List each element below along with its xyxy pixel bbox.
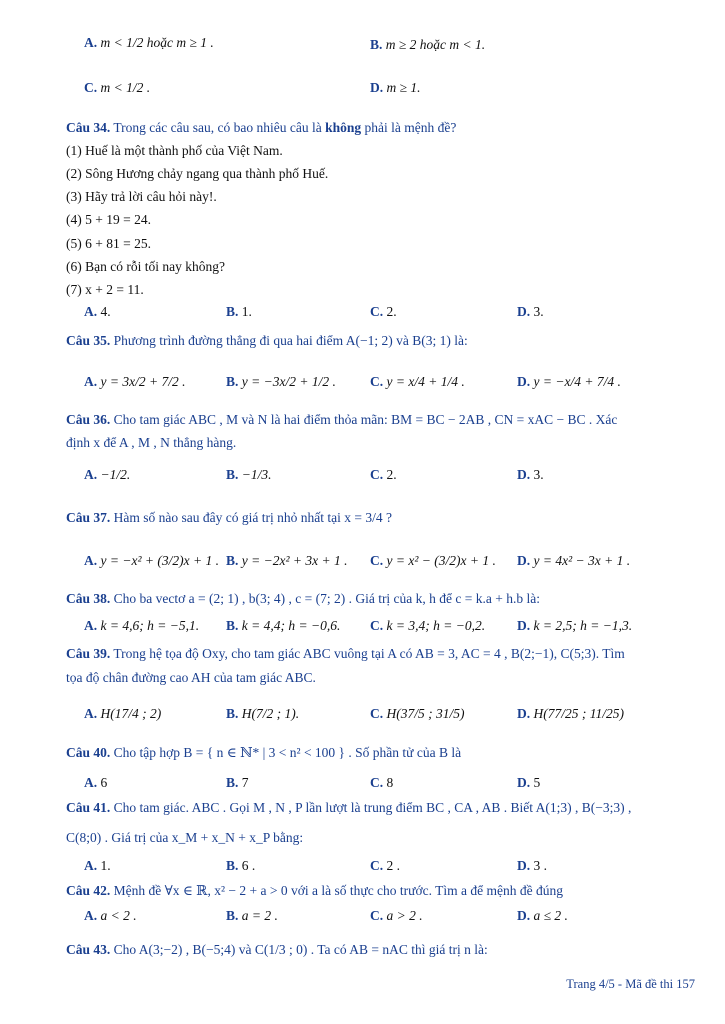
q34-option-b: B. 1. bbox=[226, 304, 252, 319]
q41-option-a: A. 1. bbox=[84, 858, 111, 873]
q42-option-a: A. a < 2 . bbox=[84, 908, 137, 923]
q35-option-d: D. y = −x/4 + 7/4 . bbox=[517, 374, 621, 389]
q38-option-b: B. k = 4,4; h = −0,6. bbox=[226, 618, 341, 633]
q42-stem: Câu 42. Mệnh đề ∀x ∈ ℝ, x² − 2 + a > 0 với a là số thực cho trước. Tìm a để mệnh đề đúng bbox=[66, 883, 563, 898]
q34-item-5: (5) 6 + 81 = 25. bbox=[66, 236, 151, 251]
q41-option-d: D. 3 . bbox=[517, 858, 547, 873]
q39-stem-line1: Câu 39. Trong hệ tọa độ Oxy, cho tam giác ABC vuông tại A có AB = 3, AC = 4 , B(2;−1), C(5;3). Tìm bbox=[66, 646, 625, 661]
q38-option-a: A. k = 4,6; h = −5,1. bbox=[84, 618, 200, 633]
q34-item-2: (2) Sông Hương chảy ngang qua thành phố Huế. bbox=[66, 166, 329, 181]
q40-option-a: A. 6 bbox=[84, 775, 108, 790]
q35-option-b: B. y = −3x/2 + 1/2 . bbox=[226, 374, 336, 389]
q37-option-d: D. y = 4x² − 3x + 1 . bbox=[517, 553, 631, 568]
q39-option-d: D. H(77/25 ; 11/25) bbox=[517, 706, 624, 721]
q33-option-a: A. m < 1/2 hoặc m ≥ 1 . bbox=[84, 35, 214, 50]
q40-option-b: B. 7 bbox=[226, 775, 249, 790]
q33-option-d: D. m ≥ 1. bbox=[370, 80, 421, 95]
q36-option-b: B. −1/3. bbox=[226, 467, 272, 482]
q37-stem: Câu 37. Hàm số nào sau đây có giá trị nhỏ nhất tại x = 3/4 ? bbox=[66, 510, 392, 525]
page-footer: Trang 4/5 - Mã đề thi 157 bbox=[566, 977, 695, 991]
q34-item-1: (1) Huế là một thành phố của Việt Nam. bbox=[66, 143, 283, 158]
q43-stem: Câu 43. Cho A(3;−2) , B(−5;4) và C(1/3 ; 0) . Ta có AB = nAC thì giá trị n là: bbox=[66, 942, 488, 957]
q41-option-b: B. 6 . bbox=[226, 858, 256, 873]
q34-item-3: (3) Hãy trả lời câu hỏi này!. bbox=[66, 189, 217, 204]
q37-option-c: C. y = x² − (3/2)x + 1 . bbox=[370, 553, 496, 568]
q35-stem: Câu 35. Phương trình đường thẳng đi qua hai điểm A(−1; 2) và B(3; 1) là: bbox=[66, 333, 468, 348]
q39-option-a: A. H(17/4 ; 2) bbox=[84, 706, 162, 721]
q42-option-c: C. a > 2 . bbox=[370, 908, 423, 923]
q38-stem: Câu 38. Cho ba vectơ a = (2; 1) , b(3; 4) , c = (7; 2) . Giá trị của k, h để c = k.a + h.b là: bbox=[66, 591, 540, 606]
q34-option-d: D. 3. bbox=[517, 304, 544, 319]
q35-option-a: A. y = 3x/2 + 7/2 . bbox=[84, 374, 186, 389]
q40-stem: Câu 40. Cho tập hợp B = { n ∈ ℕ* | 3 < n² < 100 } . Số phần tử của B là bbox=[66, 745, 462, 760]
q39-option-b: B. H(7/2 ; 1). bbox=[226, 706, 300, 721]
q34-option-c: C. 2. bbox=[370, 304, 397, 319]
q35-option-c: C. y = x/4 + 1/4 . bbox=[370, 374, 465, 389]
q39-option-c: C. H(37/5 ; 31/5) bbox=[370, 706, 465, 721]
q36-stem-line2: định x để A , M , N thẳng hàng. bbox=[66, 435, 237, 450]
q33-option-b: B. m ≥ 2 hoặc m < 1. bbox=[370, 37, 486, 52]
q41-stem-line1: Câu 41. Cho tam giác. ABC . Gọi M , N , P lần lượt là trung điểm BC , CA , AB . Biết A(1;3) , B(−3;3) , bbox=[66, 800, 632, 815]
q34-item-4: (4) 5 + 19 = 24. bbox=[66, 212, 151, 227]
q41-stem-line2: C(8;0) . Giá trị của x_M + x_N + x_P bằng: bbox=[66, 830, 304, 845]
q39-stem-line2: tọa độ chân đường cao AH của tam giác ABC. bbox=[66, 670, 316, 685]
q38-option-c: C. k = 3,4; h = −0,2. bbox=[370, 618, 486, 633]
q34-item-7: (7) x + 2 = 11. bbox=[66, 282, 144, 297]
q40-option-d: D. 5 bbox=[517, 775, 541, 790]
q42-option-b: B. a = 2 . bbox=[226, 908, 278, 923]
q37-option-b: B. y = −2x² + 3x + 1 . bbox=[226, 553, 348, 568]
q41-option-c: C. 2 . bbox=[370, 858, 400, 873]
q38-option-d: D. k = 2,5; h = −1,3. bbox=[517, 618, 633, 633]
q34-stem: Câu 34. Trong các câu sau, có bao nhiêu câu là không phải là mệnh đề? bbox=[66, 120, 457, 135]
q33-option-c: C. m < 1/2 . bbox=[84, 80, 151, 95]
q36-stem-line1: Câu 36. Cho tam giác ABC , M và N là hai điểm thỏa mãn: BM = BC − 2AB , CN = xAC − BC . Xác bbox=[66, 412, 618, 427]
q34-option-a: A. 4. bbox=[84, 304, 111, 319]
q36-option-c: C. 2. bbox=[370, 467, 397, 482]
q36-option-d: D. 3. bbox=[517, 467, 544, 482]
q34-item-6: (6) Bạn có rỗi tối nay không? bbox=[66, 259, 225, 274]
q36-option-a: A. −1/2. bbox=[84, 467, 131, 482]
q40-option-c: C. 8 bbox=[370, 775, 394, 790]
q42-option-d: D. a ≤ 2 . bbox=[517, 908, 568, 923]
q37-option-a: A. y = −x² + (3/2)x + 1 . bbox=[84, 553, 219, 568]
